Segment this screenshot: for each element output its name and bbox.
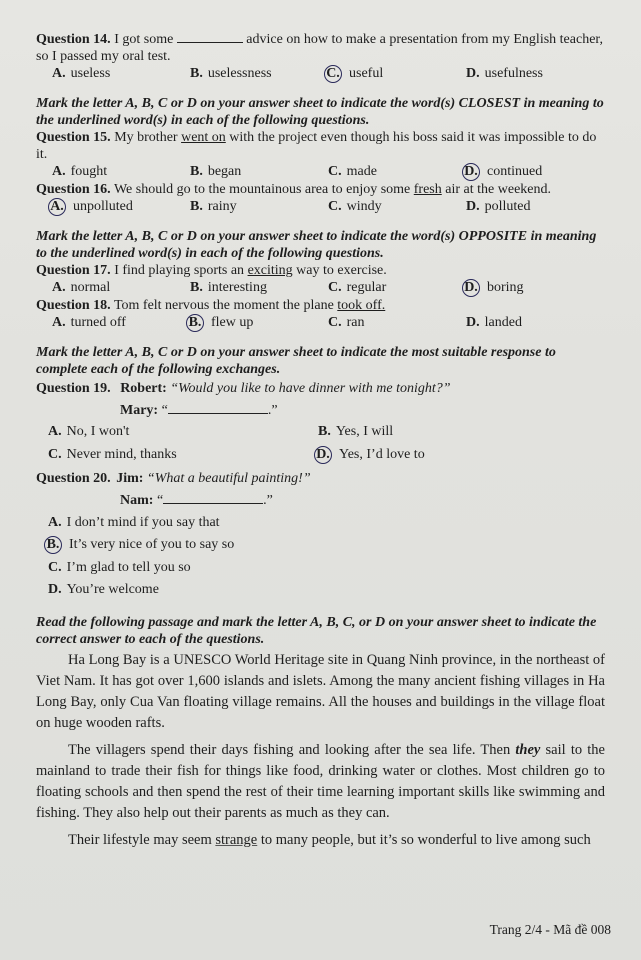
answer-option [52,65,190,83]
question-18 [36,297,605,332]
answer-option [328,65,466,83]
answer-option [190,65,328,83]
option-text: began [207,164,242,179]
answer-blank [163,491,263,504]
answer-option [48,423,318,440]
instruction-passage: Read the following passage and mark the letter A, B, C, or D on your answer sheet to indicate the correct answer to each of the questions. [36,615,597,647]
question-19 [36,380,605,464]
option-text: polluted [484,199,531,214]
answer-blank [168,401,268,414]
answer-option [190,279,328,297]
dialogue-line: “Would you like to have dinner with me tonight?” [170,381,451,396]
option-text: normal [70,280,111,295]
instruction-closest: Mark the letter A, B, C or D on your answer sheet to indicate the word(s) CLOSEST in meaning to the underlined word(s) in each of the following questions. [36,96,604,128]
answer-option [52,198,190,216]
option-letter: A. [52,280,66,295]
option-text: Yes, I will [335,424,394,439]
question-text: I got some [114,32,174,47]
close-quote: .” [263,493,273,508]
question-text: advice on how to make a presentation from my English teacher, so I passed my oral test. [36,32,604,64]
option-text: made [346,164,377,179]
option-text: I’m glad to tell you so [66,560,191,575]
option-text: Never mind, thanks [66,447,177,462]
marked-word: strange [215,832,258,848]
option-text: uselessness [207,66,272,81]
option-text: useless [70,66,111,81]
answer-option [466,279,604,297]
answer-option [466,314,604,332]
option-text: continued [487,164,543,179]
underlined-word: exciting [247,263,293,278]
options-grid [36,423,605,464]
options-row [36,314,605,332]
option-letter: A. [52,164,66,179]
answer-option [48,514,605,531]
passage-paragraph-3 [36,830,605,851]
speaker-name: Jim: [116,471,144,486]
option-letter: A. [52,315,66,330]
question-text: air at the weekend. [445,182,551,197]
passage-paragraph-1: Ha Long Bay is a UNESCO World Heritage site in Quang Ninh province, in the northeast of Viet Nam. It has got over 1,600 islands and islets. Among the many ancient fishing villages in Ha Long Bay, only Cua Van floating village remains. All the houses and buildings in the village float on huge wooden rafts. [36,652,605,731]
answer-option [190,198,328,216]
option-text: turned off [70,315,126,330]
option-text: I don’t mind if you say that [66,515,220,530]
instruction-opposite: Mark the letter A, B, C or D on your answer sheet to indicate the word(s) OPPOSITE in meaning to the underlined word(s) in each of the following questions. [36,229,597,261]
option-text: windy [346,199,382,214]
question-text: Tom felt nervous the moment the plane [113,298,334,313]
underlined-word: went on [181,130,226,145]
option-text: landed [484,315,522,330]
option-letter: A. [48,424,62,439]
answer-option [190,314,328,332]
answer-option [328,279,466,297]
option-letter: B. [318,424,331,439]
options-row [36,198,605,216]
passage-paragraph-2 [36,740,605,824]
option-text: usefulness [484,66,543,81]
close-quote: .” [267,403,278,418]
option-text: rainy [207,199,237,214]
question-label: Question 18. [36,298,111,313]
question-text: My brother [114,130,178,145]
instruction-response: Mark the letter A, B, C or D on your answer sheet to indicate the most suitable response to complete each of the following exchanges. [36,345,556,377]
option-letter: D. [466,199,480,214]
answer-option [48,559,605,576]
option-letter: B. [190,199,203,214]
circled-option-letter: B. [44,536,62,554]
passage-text: Their lifestyle may seem [68,832,212,848]
circled-option-letter: B. [186,314,204,332]
answer-option [318,423,568,440]
option-letter: C. [48,447,62,462]
circled-option-letter: D. [462,279,480,297]
speaker-name: Robert: [120,381,167,396]
options-row [36,65,605,83]
option-letter: C. [328,315,342,330]
circled-option-letter: D. [462,163,480,181]
question-label: Question 14. [36,32,111,47]
answer-option [328,198,466,216]
option-text: It’s very nice of you to say so [69,537,235,552]
question-text: with the project even though his boss said it was impossible to do it. [36,130,597,162]
question-20 [36,470,605,598]
reading-passage [36,650,605,851]
answer-option [318,446,568,464]
question-label: Question 17. [36,263,111,278]
answer-option [52,314,190,332]
answer-option [48,446,318,464]
question-label: Question 20. [36,471,111,486]
circled-option-letter: C. [324,65,342,83]
question-14 [36,30,605,83]
answer-option [466,163,604,181]
circled-option-letter: D. [314,446,332,464]
option-letter: A. [52,66,66,81]
option-text: No, I won't [66,424,130,439]
answer-option [52,279,190,297]
passage-text: to many people, but it’s so wonderful to live among such [260,832,591,848]
option-letter: C. [48,560,62,575]
option-text: fought [70,164,108,179]
answer-blank [177,30,243,43]
answer-option [328,163,466,181]
option-text: interesting [207,280,267,295]
speaker-name: Mary: [120,403,159,418]
option-letter: D. [466,66,480,81]
open-quote: “ [161,403,168,418]
option-letter: B. [190,66,203,81]
answer-option [48,536,605,554]
option-text: Yes, I’d love to [339,447,425,462]
passage-text: sail to the mainland to trade their fish for things like food, drinking water or clothes. Most children go to floating schools and then spend the rest of their time learning important skills like swimming and fishing. They also help out their parents as much as they can. [36,742,605,821]
dialogue-line: “What a beautiful painting!” [146,471,311,486]
option-letter: C. [328,164,342,179]
option-letter: A. [48,515,62,530]
option-text: regular [346,280,387,295]
option-letter: B. [190,164,203,179]
question-15 [36,129,605,181]
options-list [36,514,605,598]
passage-text: The villagers spend their days fishing and looking after the sea life. Then [68,742,511,758]
option-letter: C. [328,280,342,295]
question-label: Question 19. [36,381,111,396]
speaker-name: Nam: [120,493,154,508]
option-text: You’re welcome [66,582,159,597]
options-row [36,163,605,181]
answer-option [466,65,604,83]
option-text: boring [487,280,524,295]
circled-option-letter: A. [48,198,66,216]
option-text: unpolluted [73,199,133,214]
option-text: flew up [211,315,254,330]
option-text: useful [349,66,384,81]
underlined-word: took off. [337,298,386,313]
answer-option [52,163,190,181]
option-letter: B. [190,280,203,295]
underlined-word: fresh [413,182,442,197]
options-row [36,279,605,297]
question-label: Question 15. [36,130,111,145]
option-letter: C. [328,199,342,214]
question-text: way to exercise. [296,263,387,278]
answer-option [48,581,605,598]
question-label: Question 16. [36,182,111,197]
question-text: We should go to the mountainous area to enjoy some [113,182,411,197]
option-letter: D. [466,315,480,330]
answer-option [190,163,328,181]
option-letter: D. [48,582,62,597]
referent-word: they [515,742,541,758]
question-text: I find playing sports an [114,263,245,278]
option-text: ran [346,315,365,330]
answer-option [328,314,466,332]
question-17 [36,262,605,297]
open-quote: “ [156,493,164,508]
answer-option [466,198,604,216]
question-16 [36,181,605,216]
page-footer: Trang 2/4 - Mã đề 008 [489,922,611,937]
